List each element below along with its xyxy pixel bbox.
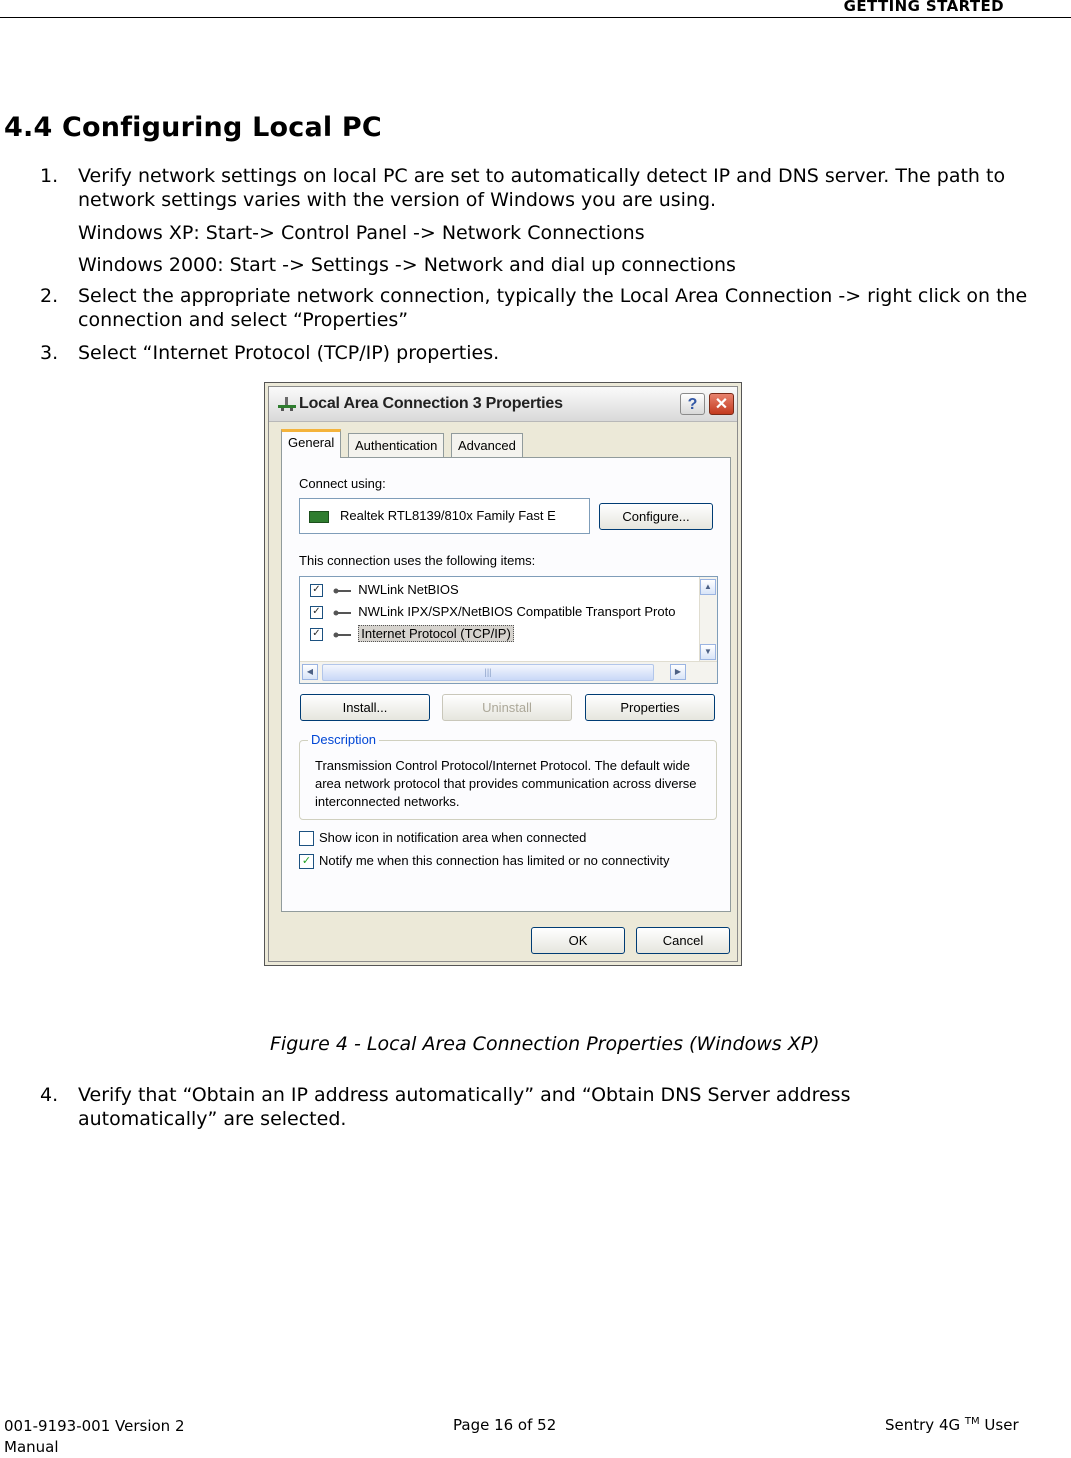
step-text: Verify that “Obtain an IP address automatically” and “Obtain DNS Server address automatically” are selected. [78,1084,851,1130]
doc-id: 001-9193-001 Version 2 [4,1417,185,1435]
list-item[interactable] [310,602,675,622]
dialog-titlebar[interactable] [269,387,737,422]
items-label: This connection uses the following items: [299,553,536,568]
step-text: Select “Internet Protocol (TCP/IP) properties. [78,342,500,364]
general-tab-panel [281,457,731,912]
show-icon-option[interactable] [299,830,586,846]
horizontal-scrollbar[interactable] [300,661,718,683]
tab-authentication[interactable]: Authentication [348,433,444,457]
trademark: TM [964,1416,980,1427]
tab-general[interactable]: General [281,429,341,458]
ok-button[interactable]: OK [531,927,625,954]
show-icon-label: Show icon in notification area when connected [319,830,587,845]
item-label: NWLink NetBIOS [358,582,459,597]
list-item[interactable] [310,580,459,600]
uninstall-button[interactable]: Uninstall [442,694,572,721]
cancel-button[interactable]: Cancel [636,927,730,954]
help-button[interactable]: ? [680,393,705,415]
footer-doc-id [4,1416,185,1458]
step-number: 4. [40,1084,59,1106]
step-number: 3. [40,342,59,364]
dialog-title: Local Area Connection 3 Properties [299,395,563,412]
scroll-up-icon[interactable]: ▲ [700,579,716,595]
product-suffix: User [979,1416,1019,1434]
doc-id-wrap: Manual [4,1438,59,1456]
item-checkbox[interactable]: ✓ [310,606,323,619]
tab-advanced[interactable]: Advanced [451,433,523,457]
description-title: Description [308,732,379,747]
protocol-icon [333,609,351,617]
footer-page-number: Page 16 of 52 [453,1416,557,1434]
network-adapter-icon [309,511,329,523]
scroll-down-icon[interactable]: ▼ [700,644,716,660]
notify-checkbox[interactable]: ✓ [299,854,314,869]
description-text: Transmission Control Protocol/Internet Protocol. The default wide area network protocol that provides communication across diverse interconnected networks. [315,758,697,809]
close-button[interactable]: ✕ [709,393,734,415]
step-text: Select the appropriate network connection, typically the Local Area Connection -> right click on the connection and select “Properties” [78,285,1028,331]
vertical-scrollbar[interactable] [699,577,717,662]
figure-caption: Figure 4 - Local Area Connection Properties (Windows XP) [270,1033,820,1055]
protocol-icon [333,587,351,595]
step-number: 1. [40,165,59,187]
protocol-icon [333,631,351,639]
connect-using-label: Connect using: [299,476,386,491]
configure-button[interactable]: Configure... [599,503,713,530]
footer-product [885,1416,1019,1434]
item-label: NWLink IPX/SPX/NetBIOS Compatible Transport Proto [358,604,676,619]
scroll-thumb[interactable]: ||| [322,664,654,681]
list-item-selected[interactable] [310,624,514,644]
step-number: 2. [40,285,59,307]
scroll-right-icon[interactable]: ▶ [670,664,686,680]
dialog-frame [268,386,738,962]
show-icon-checkbox[interactable] [299,831,314,846]
description-group [299,732,717,820]
item-checkbox[interactable]: ✓ [310,584,323,597]
notify-option[interactable] [299,853,669,869]
path-windows-xp: Windows XP: Start-> Control Panel -> Network Connections [78,222,645,244]
step-text: Verify network settings on local PC are set to automatically detect IP and DNS server. The path to network settings varies with the version of Windows you are using. [78,165,1006,211]
adapter-name: Realtek RTL8139/810x Family Fast E [340,508,556,523]
item-label: Internet Protocol (TCP/IP) [358,625,514,642]
running-header: GETTING STARTED [843,0,1004,15]
network-connection-icon [277,396,297,412]
notify-label: Notify me when this connection has limited or no connectivity [319,853,670,868]
properties-button[interactable]: Properties [585,694,715,721]
path-windows-2000: Windows 2000: Start -> Settings -> Network and dial up connections [78,254,736,276]
components-list[interactable] [299,576,718,684]
properties-dialog-screenshot [264,382,742,966]
adapter-field [299,498,590,534]
item-checkbox[interactable]: ✓ [310,628,323,641]
install-button[interactable]: Install... [300,694,430,721]
header-rule [0,17,1071,18]
section-title: 4.4 Configuring Local PC [4,112,382,143]
product-name: Sentry 4G [885,1416,961,1434]
scroll-left-icon[interactable]: ◀ [302,664,318,680]
